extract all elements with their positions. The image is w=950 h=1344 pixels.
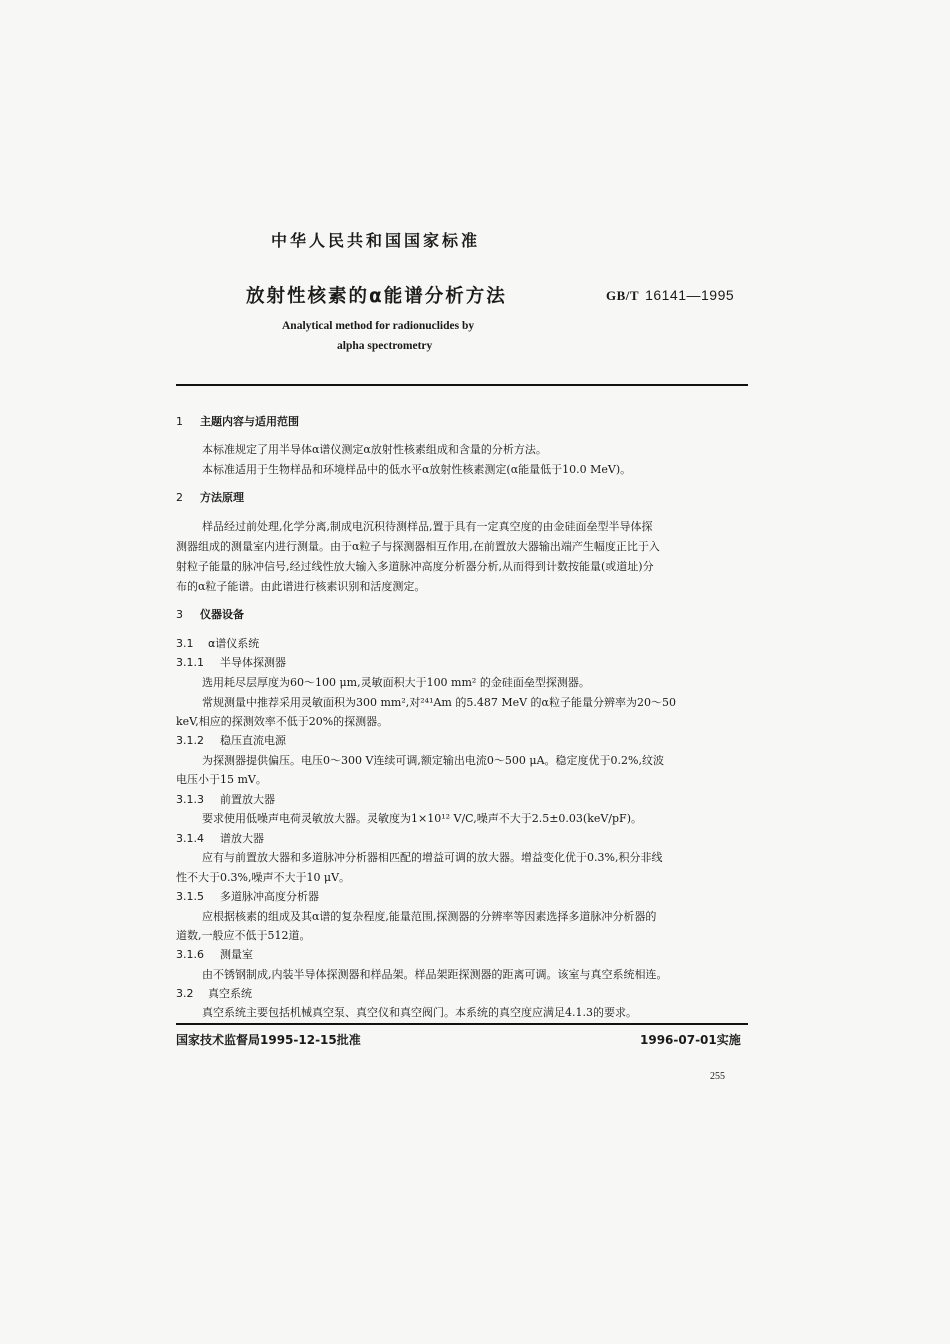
standard-prefix: GB/T xyxy=(606,288,640,303)
subsection-3-1-4-heading: 3.1.4 谱放大器 xyxy=(176,832,264,845)
subsection-3-1-3-heading: 3.1.3 前置放大器 xyxy=(176,793,275,806)
english-title-line-1: Analytical method for radionuclides by xyxy=(282,320,475,332)
standard-code: 16141—1995 xyxy=(645,287,735,303)
english-title-line-2: alpha spectrometry xyxy=(337,340,433,352)
paragraph-line: 由不锈钢制成,内装半导体探测器和样品架。样品架距探测器的距离可调。该室与真空系统相连。 xyxy=(202,968,668,981)
header-divider xyxy=(176,384,748,386)
standard-number xyxy=(606,287,734,304)
approval-date: 国家技术监督局1995-12-15批准 xyxy=(176,1033,361,1047)
paragraph-line: 选用耗尽层厚度为60～100 μm,灵敏面积大于100 mm² 的金硅面垒型探测器。 xyxy=(202,676,590,689)
paragraph: 本标准适用于生物样品和环境样品中的低水平α放射性核素测定(α能量低于10.0 MeV)。 xyxy=(202,463,632,476)
paragraph-line: keV,相应的探测效率不低于20%的探测器。 xyxy=(176,715,389,728)
paragraph: 本标准规定了用半导体α谱仪测定α放射性核素组成和含量的分析方法。 xyxy=(202,443,547,456)
paragraph-line: 样品经过前处理,化学分离,制成电沉积待测样品,置于具有一定真空度的由金硅面垒型半导体探 xyxy=(202,520,653,533)
section-1-heading: 1 主题内容与适用范围 xyxy=(176,415,299,428)
paragraph-line: 性不大于0.3%,噪声不大于10 μV。 xyxy=(176,871,351,884)
paragraph-line: 应根据核素的组成及其α谱的复杂程度,能量范围,探测器的分辨率等因素选择多道脉冲分析器的 xyxy=(202,910,657,923)
subsection-3-2-heading: 3.2 真空系统 xyxy=(176,987,252,1000)
subsection-3-1-5-heading: 3.1.5 多道脉冲高度分析器 xyxy=(176,890,319,903)
subsection-3-1-1-heading: 3.1.1 半导体探测器 xyxy=(176,656,286,669)
page-number: 255 xyxy=(710,1071,725,1082)
section-2-heading: 2 方法原理 xyxy=(176,491,244,504)
paragraph-line: 道数,一般应不低于512道。 xyxy=(176,929,311,942)
paragraph-line: 测器组成的测量室内进行测量。由于α粒子与探测器相互作用,在前置放大器输出端产生幅度正比于入 xyxy=(176,540,660,553)
paragraph-line: 要求使用低噪声电荷灵敏放大器。灵敏度为1×10¹² V/C,噪声不大于2.5±0.03(keV/pF)。 xyxy=(202,812,642,825)
paragraph-line: 布的α粒子能谱。由此谱进行核素识别和活度测定。 xyxy=(176,580,426,593)
paragraph-line: 真空系统主要包括机械真空泵、真空仪和真空阀门。本系统的真空度应满足4.1.3的要求。 xyxy=(202,1006,637,1019)
paragraph-line: 电压小于15 mV。 xyxy=(176,773,267,786)
paragraph-line: 常规测量中推荐采用灵敏面积为300 mm²,对²⁴¹Am 的5.487 MeV 的α粒子能量分辨率为20～50 xyxy=(202,696,676,709)
subsection-3-1-6-heading: 3.1.6 测量室 xyxy=(176,948,253,961)
standard-title: 放射性核素的α能谱分析方法 xyxy=(246,286,507,307)
effective-date: 1996-07-01实施 xyxy=(640,1033,741,1047)
subsection-3-1-2-heading: 3.1.2 稳压直流电源 xyxy=(176,734,286,747)
issuing-organization: 中华人民共和国国家标准 xyxy=(271,231,481,250)
section-3-heading: 3 仪器设备 xyxy=(176,608,244,621)
paragraph-line: 应有与前置放大器和多道脉冲分析器相匹配的增益可调的放大器。增益变化优于0.3%,积分非线 xyxy=(202,851,663,864)
subsection-3-1-heading: 3.1 α谱仪系统 xyxy=(176,637,260,650)
paragraph-line: 为探测器提供偏压。电压0～300 V连续可调,额定输出电流0～500 μA。稳定度优于0.2%,纹波 xyxy=(202,754,664,767)
footer-divider xyxy=(176,1023,748,1025)
paragraph-line: 射粒子能量的脉冲信号,经过线性放大输入多道脉冲高度分析器分析,从而得到计数按能量(或道址)分 xyxy=(176,560,654,573)
